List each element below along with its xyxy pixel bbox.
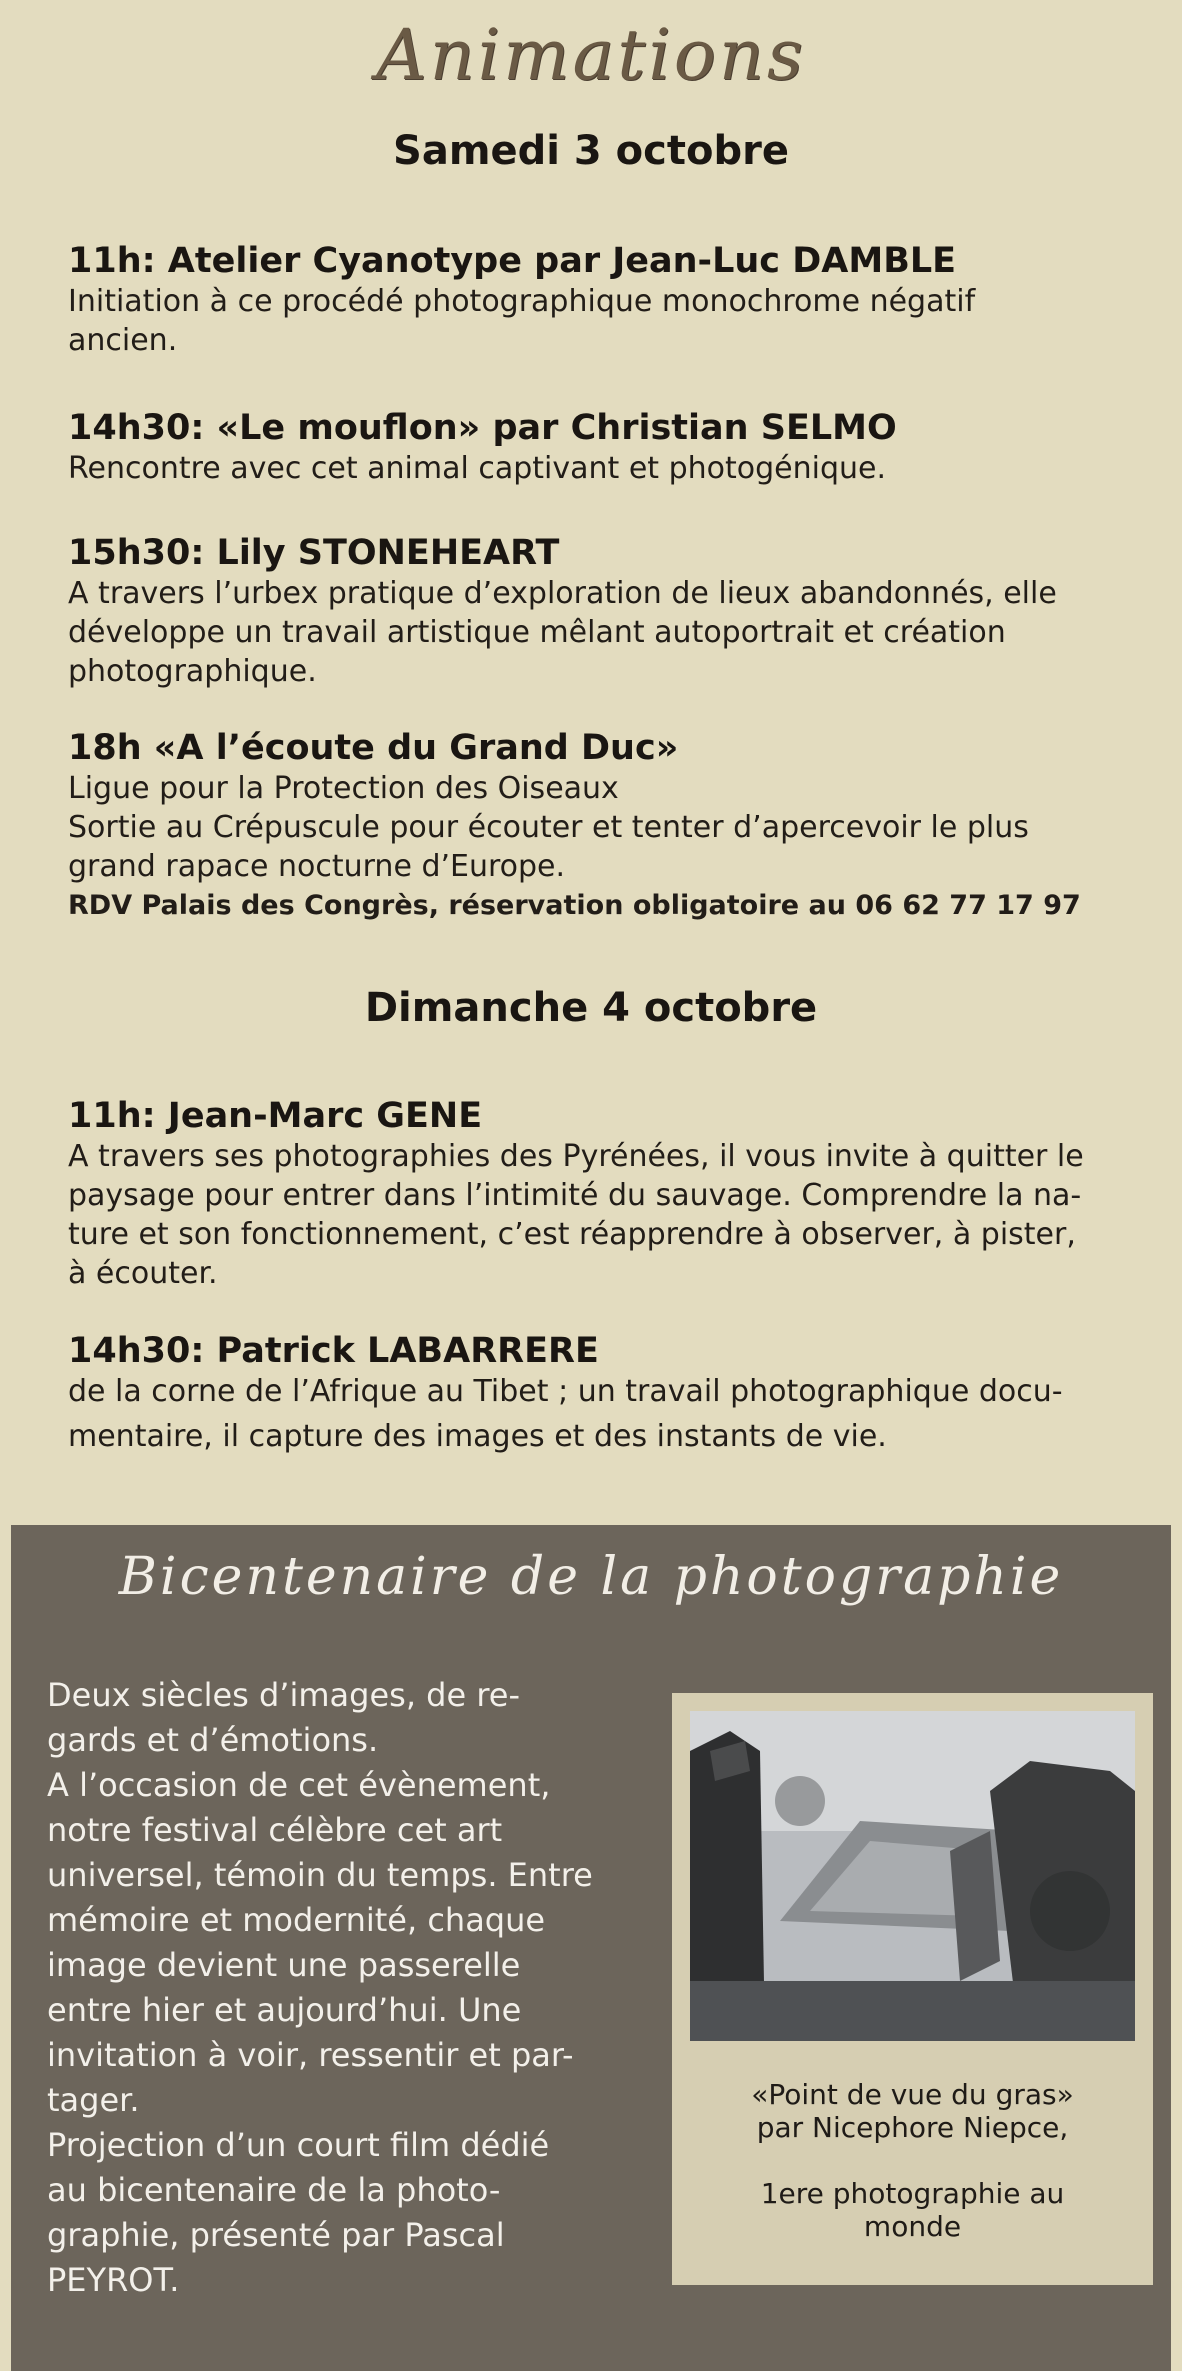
event-saturday-3 [68, 532, 1138, 691]
event-sunday-1 [68, 1095, 1138, 1293]
event-text: développe un travail artistique mêlant autoportrait et création [68, 615, 1006, 650]
event-text: à écouter. [68, 1256, 218, 1291]
text-line: invitation à voir, ressentir et par- [47, 2036, 574, 2074]
event-title: 14h30: Patrick LABARRERE [68, 1331, 599, 1371]
event-text: mentaire, il capture des images et des instants de vie. [68, 1419, 887, 1454]
caption-line: 1ere photographie au [760, 2177, 1065, 2210]
text-line: A l’occasion de cet évènement, [47, 1766, 551, 1804]
photo-card [672, 1693, 1153, 2285]
event-title: 18h «A l’écoute du Grand Duc» [68, 728, 679, 768]
caption-line: «Point de vue du gras» [751, 2078, 1074, 2111]
saturday-heading: Samedi 3 octobre [393, 128, 789, 174]
event-text: paysage pour entrer dans l’intimité du sauvage. Comprendre la na- [68, 1178, 1082, 1213]
event-text: Rencontre avec cet animal captivant et photogénique. [68, 451, 886, 486]
event-saturday-1 [68, 240, 1138, 360]
event-title: 15h30: Lily STONEHEART [68, 533, 560, 573]
text-line: Deux siècles d’images, de re- [47, 1676, 521, 1714]
text-line: image devient une passerelle [47, 1946, 521, 1984]
caption-line: par Nicephore Niepce, [756, 2111, 1069, 2144]
caption-line [672, 2144, 1153, 2177]
event-saturday-2 [68, 407, 1138, 488]
niepce-photograph-image [690, 1711, 1135, 2041]
event-text: A travers ses photographies des Pyrénées, il vous invite à quitter le [68, 1139, 1084, 1174]
text-line: gards et d’émotions. [47, 1721, 379, 1759]
text-line: entre hier et aujourd’hui. Une [47, 1991, 522, 2029]
event-title: 11h: Jean-Marc GENE [68, 1096, 483, 1136]
event-title: 14h30: «Le mouflon» par Christian SELMO [68, 408, 897, 448]
text-line: graphie, présenté par Pascal [47, 2216, 505, 2254]
event-text: de la corne de l’Afrique au Tibet ; un travail photographique docu- [68, 1374, 1063, 1409]
text-line: Projection d’un court film dédié [47, 2126, 550, 2164]
bicentenaire-text [47, 1673, 647, 2303]
event-text: photographique. [68, 654, 317, 689]
text-line: PEYROT. [47, 2261, 180, 2299]
text-line: tager. [47, 2081, 140, 2119]
reservation-note: RDV Palais des Congrès, réservation obligatoire au 06 62 77 17 97 [68, 890, 1081, 921]
text-line: au bicentenaire de la photo- [47, 2171, 501, 2209]
event-sunday-2 [68, 1330, 1138, 1456]
event-text: A travers l’urbex pratique d’exploration de lieux abandonnés, elle [68, 576, 1057, 611]
sunday-heading: Dimanche 4 octobre [364, 985, 818, 1031]
event-text: ture et son fonctionnement, c’est réapprendre à observer, à pister, [68, 1217, 1076, 1252]
event-saturday-4 [68, 727, 1138, 925]
bicentenaire-title: Bicentenaire de la photographie [118, 1547, 1064, 1607]
text-line: mémoire et modernité, chaque [47, 1901, 546, 1939]
caption-line: monde [863, 2210, 962, 2243]
event-text: Ligue pour la Protection des Oiseaux [68, 771, 619, 806]
photo-caption [672, 2078, 1153, 2243]
bicentenaire-section [11, 1525, 1171, 2371]
event-text: Sortie au Crépuscule pour écouter et tenter d’apercevoir le plus [68, 810, 1029, 845]
event-title: 11h: Atelier Cyanotype par Jean-Luc DAMBLE [68, 241, 957, 281]
text-line: notre festival célèbre cet art [47, 1811, 503, 1849]
event-text: Initiation à ce procédé photographique monochrome négatif [68, 284, 976, 319]
event-text: ancien. [68, 323, 178, 358]
text-line: universel, témoin du temps. Entre [47, 1856, 593, 1894]
event-text: grand rapace nocturne d’Europe. [68, 849, 566, 884]
page-title: Animations [376, 14, 806, 96]
